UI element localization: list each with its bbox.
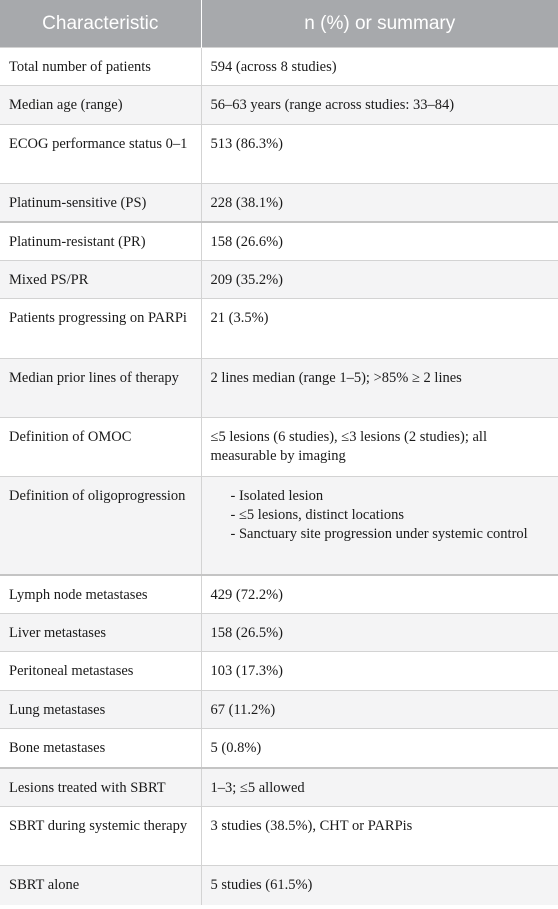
row-label: Median age (range) xyxy=(0,86,201,125)
table-row xyxy=(0,866,558,905)
list-item: - Isolated lesion xyxy=(231,487,550,506)
row-value: 56–63 years (range across studies: 33–84) xyxy=(201,86,558,125)
table-row xyxy=(0,299,558,359)
row-value: 429 (72.2%) xyxy=(201,575,558,614)
row-label: ECOG performance status 0–1 xyxy=(0,125,201,184)
row-value: 228 (38.1%) xyxy=(201,184,558,222)
row-label: Peritoneal metastases xyxy=(0,652,201,691)
row-value: 3 studies (38.5%), CHT or PARPis xyxy=(201,807,558,866)
row-label: Mixed PS/PR xyxy=(0,261,201,299)
table-row xyxy=(0,477,558,575)
row-label: Definition of OMOC xyxy=(0,418,201,477)
row-label: Lymph node metastases xyxy=(0,575,201,614)
row-value: 103 (17.3%) xyxy=(201,652,558,691)
row-label: Bone metastases xyxy=(0,729,201,768)
table-row xyxy=(0,729,558,768)
table-row xyxy=(0,359,558,418)
table-row xyxy=(0,125,558,184)
row-value: ≤5 lesions (6 studies), ≤3 lesions (2 studies); all measurable by imaging xyxy=(201,418,558,477)
list-item: - Sanctuary site progression under systemic control xyxy=(231,525,550,544)
table-row xyxy=(0,691,558,729)
row-value: 5 (0.8%) xyxy=(201,729,558,768)
row-label: SBRT during systemic therapy xyxy=(0,807,201,866)
oligoprogression-list xyxy=(211,477,550,544)
table-row xyxy=(0,184,558,222)
table-row xyxy=(0,614,558,652)
row-label: Lesions treated with SBRT xyxy=(0,768,201,807)
row-value: 5 studies (61.5%) xyxy=(201,866,558,905)
table-row xyxy=(0,418,558,477)
table-row xyxy=(0,575,558,614)
row-value: 209 (35.2%) xyxy=(201,261,558,299)
row-label: Liver metastases xyxy=(0,614,201,652)
row-label: Definition of oligoprogression xyxy=(0,477,201,575)
row-value: 158 (26.5%) xyxy=(201,614,558,652)
header-characteristic: Characteristic xyxy=(0,0,201,48)
table-row xyxy=(0,807,558,866)
list-item: - ≤5 lesions, distinct locations xyxy=(231,506,550,525)
row-label: Patients progressing on PARPi xyxy=(0,299,201,359)
row-value: 67 (11.2%) xyxy=(201,691,558,729)
row-label: Platinum-sensitive (PS) xyxy=(0,184,201,222)
row-label: SBRT alone xyxy=(0,866,201,905)
table-row xyxy=(0,261,558,299)
table-row xyxy=(0,86,558,125)
row-label: Platinum-resistant (PR) xyxy=(0,222,201,261)
row-value: 594 (across 8 studies) xyxy=(201,48,558,86)
row-value xyxy=(201,477,558,575)
table-row xyxy=(0,48,558,86)
row-label: Lung metastases xyxy=(0,691,201,729)
table-row xyxy=(0,222,558,261)
header-summary: n (%) or summary xyxy=(201,0,558,48)
row-label: Median prior lines of therapy xyxy=(0,359,201,418)
row-value: 158 (26.6%) xyxy=(201,222,558,261)
row-value: 1–3; ≤5 allowed xyxy=(201,768,558,807)
table-row xyxy=(0,652,558,691)
row-value: 513 (86.3%) xyxy=(201,125,558,184)
row-value: 21 (3.5%) xyxy=(201,299,558,359)
header-row xyxy=(0,0,558,48)
row-label: Total number of patients xyxy=(0,48,201,86)
row-value: 2 lines median (range 1–5); >85% ≥ 2 lines xyxy=(201,359,558,418)
table-row xyxy=(0,768,558,807)
